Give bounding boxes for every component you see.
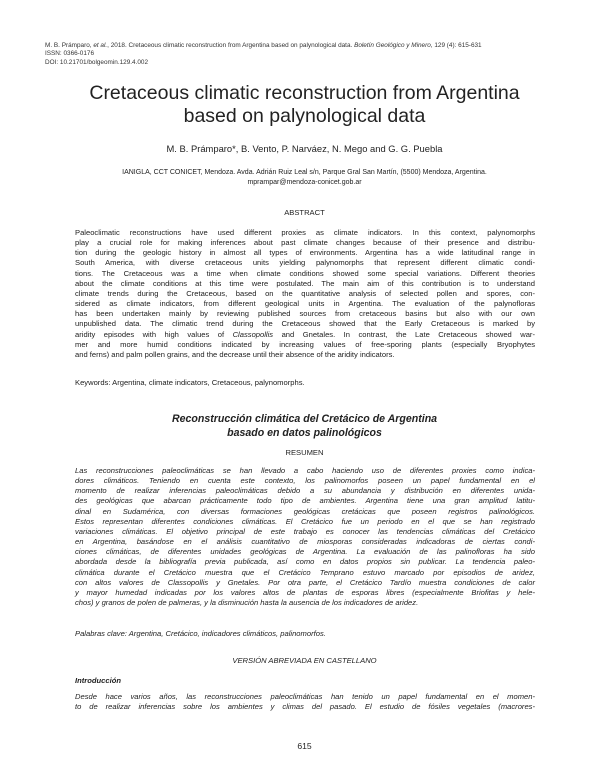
keywords: Keywords: Argentina, climate indicators, Cretaceous, palynomorphs. [75,378,305,387]
spanish-title: Reconstrucción climática del Cretácico de Argentina basado en datos palinológicos [171,413,438,439]
abbreviated-version-heading: VERSIÓN ABREVIADA EN CASTELLANO [232,656,377,665]
page-number: 615 [297,741,312,751]
abstract-text: Paleoclimatic reconstructions have used different proxies as climate indicators. In this context, palynomorphs play a crucial role for making inferences about past climate changes because of their presence and distribu- tion during the geologic history in almost all types of environments. Argentina has a wide latitudinal range in South America, with diverse cretaceous units yielding palynomorphs that represent different climatic condi- tions. The Cretaceous was a time when climate conditions showed some special variations. Different theories about the climate conditions at this time were postulated. The main aim of this contribution is to understand climate trends during the Cretaceous, based on the quantitative analysis of selected pollen and spores, con- sidered as climate indicators, from different geological units in Argentina. The evaluation of the palynofloras has been undertaken mainly by reviewing published sources from cretaceous basins but also with our own unpublished data. The climatic trend during the Cretaceous showed that the Early Cretaceous is marked by aridity episodes with high values of Classopollis and Gnetales. In contrast, the Late Cretaceous showed war- mer and more humid conditions indicated by increasing values of free-sporing plants (especially Bryophytes and ferns) and palm pollen grains, and the decrease until their absence of the aridity indicators. [75,228,535,359]
abstract-heading: ABSTRACT [284,208,325,217]
authors: M. B. Prámparo*, B. Vento, P. Narváez, N. Mego and G. G. Puebla [166,143,443,154]
citation-line: M. B. Prámparo, et al., 2018. Cretaceous climatic reconstruction from Argentina based on palynological data. Boletín Geológico y Minero, 129 (4): 615-631 [45,42,482,49]
palabras-clave: Palabras clave: Argentina, Cretácico, indicadores climáticos, palinomorfos. [75,629,326,638]
citation-header [45,42,565,67]
affiliation: IANIGLA, CCT CONICET, Mendoza. Avda. Adrián Ruiz Leal s/n, Parque Gral San Martín, (5500) Mendoza, Argentina. mprampar@mendoza-conicet.gob.ar [40,168,569,188]
resumen-heading: RESUMEN [285,448,324,457]
intro-heading: Introducción [75,676,121,685]
intro-text: Desde hace varios años, las reconstrucciones paleoclimáticas han tenido un papel fundamental en el momen- to de realizar inferencias sobre los ambientes y climas del pasado. El estudio de fósiles vegetales (macrores- [75,692,535,712]
resumen-text: Las reconstrucciones paleoclimáticas se han llevado a cabo haciendo uso de diferentes proxies como indica- dores climáticos. Teniendo en cuenta este contexto, los palinomorfos poseen un papel fundamental en el momento de realizar inferencias paleoclimáticas debido a su abundancia y distribución en diferentes unida- des geológicas que abarcan prácticamente todo tipo de ambientes. Argentina tiene una gran amplitud latitu- dinal en Sudamérica, con diversas formaciones geológicas cretácicas que poseen registros palinológicos. Estos representan diferentes condiciones climáticas. El Cretácico fue un periodo en el que se han registrado variaciones climáticas. El objetivo principal de este trabajo es conocer las tendencias climáticas del Cretácico en Argentina, basándose en el análisis cuantitativo de miosporas consideradas indicadoras de ciertas condi- ciones climáticas, de diferentes unidades geológicas de Argentina. La evaluación de las palinofloras ha sido abordada desde la bibliografía previa publicada, así como en datos propios sin publicar. La tendencia paleo- climática durante el Cretácico muestra que el Cretácico Temprano estuvo marcado por episodios de aridez, con altos valores de Classopollis y Gnetales. Por otra parte, el Cretácico Tardío muestra condiciones de calor y mayor humedad indicadas por los valores altos de plantas de esporas libres (especialmente Briofitas y hele- chos) y granos de polen de palmeras, y la disminución hasta la ausencia de los indicadores de aridez. [75,466,535,608]
issn: ISSN: 0366-0176 [45,50,95,58]
paper-title: Cretaceous climatic reconstruction from Argentina based on palynological data [89,82,520,127]
contact-email: mprampar@mendoza-conicet.gob.ar [247,179,362,186]
doi: DOI: 10.21701/bolgeomin.129.4.002 [45,58,149,66]
